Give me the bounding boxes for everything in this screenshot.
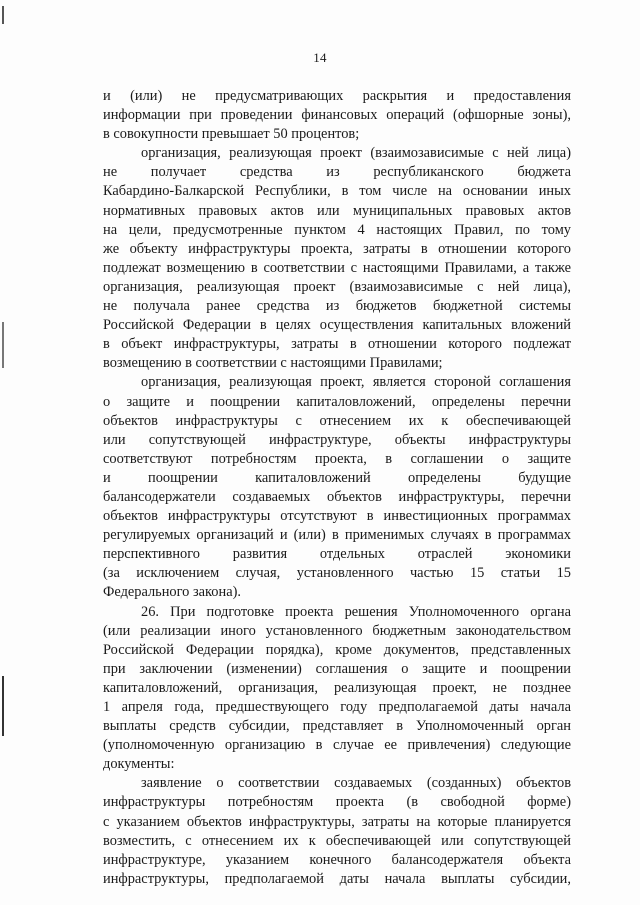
scan-artifact-mark — [2, 676, 4, 736]
text-line: документы: — [103, 756, 175, 773]
text-line: и поощрении капиталовложений определены будущие — [103, 469, 571, 486]
text-line: Российской Федерации в целях осуществления капитальных вложений — [103, 317, 571, 334]
text-line: организация, реализующая проект, является стороной соглашения — [141, 374, 571, 391]
text-line: при заключении (изменении) соглашения о защите и поощрении — [103, 660, 571, 677]
text-line: регулируемых организаций и (или) в применимых случаях в программах — [103, 527, 571, 544]
text-line: нормативных правовых актов или муниципальных правовых актов — [103, 202, 571, 219]
page-number: 14 — [313, 50, 327, 65]
text-line: балансодержатели создаваемых объектов инфраструктуры, перечни — [103, 488, 571, 505]
text-line: 1 апреля года, предшествующего году предполагаемой даты начала — [103, 699, 571, 715]
text-line: на цели, предусмотренные пунктом 4 настоящих Правил, по тому — [103, 221, 571, 238]
text-line: подлежат возмещению в соответствии с настоящими Правилами, а также — [103, 259, 571, 276]
text-line: объектов инфраструктуры с отнесением их к обеспечивающей — [103, 412, 571, 429]
text-line: (или реализации иного установленного бюджетным законодательством — [103, 622, 571, 639]
text-line: с указанием объектов инфраструктуры, затраты на которые планируется — [103, 813, 571, 830]
text-line: возместить, с отнесением их к обеспечивающей или сопутствующей — [103, 832, 571, 849]
text-line: выплаты средств субсидии, представляет в Уполномоченный орган — [103, 718, 571, 735]
text-line: или сопутствующей инфраструктуре, объекты инфраструктуры — [103, 431, 571, 448]
text-line: перспективного развития отдельных отраслей экономики — [103, 546, 571, 563]
text-line: в объект инфраструктуры, затраты в отношении которого подлежат — [103, 336, 571, 353]
text-line: Кабардино-Балкарской Республики, в том числе на основании иных — [103, 183, 571, 200]
text-line: информации при проведении финансовых операций (офшорные зоны), — [103, 107, 571, 124]
text-line: о защите и поощрении капиталовложений, определены перечни — [103, 393, 571, 410]
text-line: инфраструктуры, предполагаемой даты начала выплаты субсидии, — [103, 870, 571, 887]
text-line: же объекту инфраструктуры проекта, затраты в отношении которого — [103, 240, 571, 257]
text-line: в совокупности превышает 50 процентов; — [103, 126, 360, 143]
text-line: Федерального закона). — [103, 584, 241, 601]
text-line: инфраструктуре, указанием конечного балансодержателя объекта — [103, 851, 571, 868]
scan-artifact-mark — [2, 6, 4, 24]
text-line: возмещению в соответствии с настоящими Правилами; — [103, 355, 443, 372]
text-line: капиталовложений, организация, реализующая проект, не позднее — [103, 679, 571, 696]
text-line: не получает средства из республиканского бюджета — [103, 164, 571, 181]
text-line: заявление о соответствии создаваемых (созданных) объектов — [141, 775, 571, 792]
text-line: объектов инфраструктуры отсутствуют в инвестиционных программах — [103, 508, 571, 525]
scan-artifact-mark — [2, 322, 4, 368]
text-line: инфраструктуры потребностям проекта (в свободной форме) — [103, 794, 571, 811]
document-body-text — [103, 87, 571, 889]
text-line: 26. При подготовке проекта решения Уполномоченного органа — [141, 603, 571, 620]
text-line: (уполномоченную организацию в случае ее привлечения) следующие — [103, 737, 571, 754]
text-line: (за исключением случая, установленного частью 15 статьи 15 — [103, 565, 571, 582]
text-line: организация, реализующая проект (взаимозависимые с ней лица) — [141, 145, 571, 162]
text-line: и (или) не предусматривающих раскрытия и предоставления — [103, 88, 571, 104]
text-line: соответствуют потребностям проекта, в соглашении о защите — [103, 450, 571, 467]
text-line: организация, реализующая проект (взаимозависимые с ней лица), — [103, 278, 571, 295]
text-line: не получала ранее средства из бюджетов бюджетной системы — [103, 298, 571, 315]
text-line: Российской Федерации порядка), кроме документов, представленных — [103, 641, 571, 658]
